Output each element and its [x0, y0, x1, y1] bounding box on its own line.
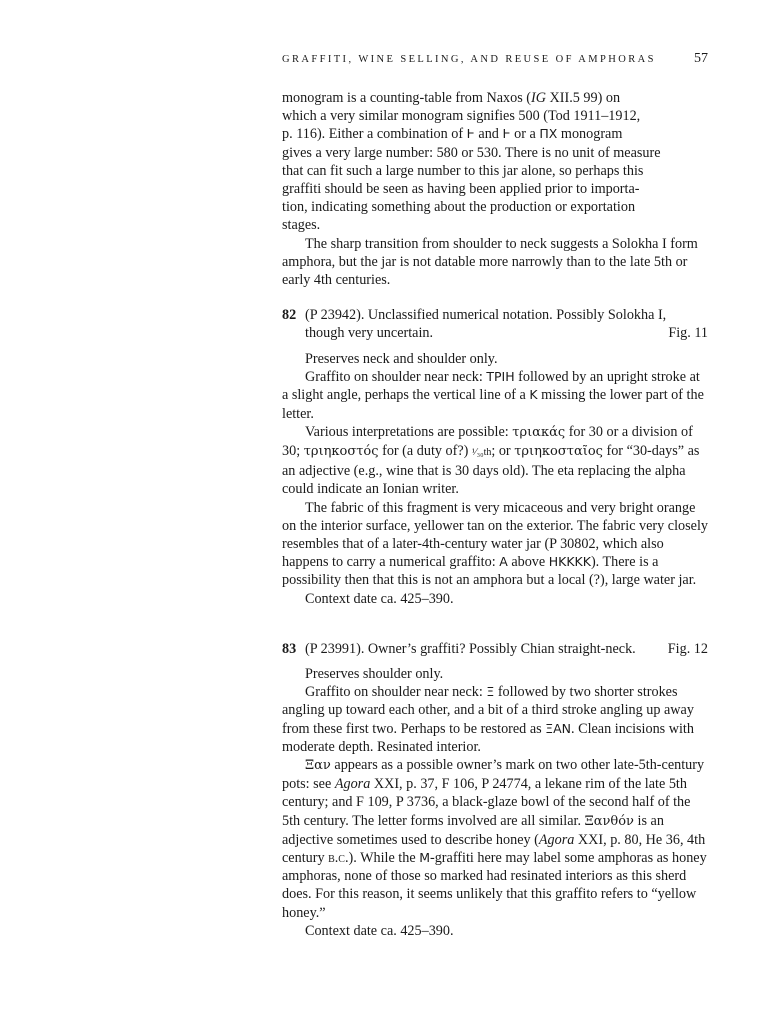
- intro-line-1: monogram is a counting-table from Naxos (IG XII.5 99) on: [282, 90, 621, 106]
- page-header: [282, 51, 708, 72]
- intro-paragraph-2: The sharp transition from shoulder to neck suggests a Solokha I form amphora, but the jar is not datable more narrowly than to the late 5th or early 4th centuries.: [282, 235, 698, 289]
- intro-line-8: stages.: [282, 217, 321, 234]
- paragraph: Graffito on shoulder near neck: ΤΡΙΗ followed by an upright stroke at a slight angle, perhaps the vertical line of a Κ missing the lower part of the letter.: [282, 369, 704, 422]
- figure-reference: Fig. 12: [667, 641, 708, 657]
- entry-82-title-1: (P 23942). Unclassified numerical notation. Possibly Solokha I,: [305, 307, 667, 323]
- entry-number: 83: [282, 641, 297, 657]
- figure-reference: Fig. 11: [668, 325, 708, 342]
- intro-line-6: graffiti should be seen as having been applied prior to importa-: [282, 181, 640, 198]
- entry-82-title-2: though very uncertain.: [305, 325, 434, 342]
- paragraph: Preserves neck and shoulder only.: [305, 351, 498, 367]
- paragraph: Graffito on shoulder near neck: Ξ followed by two shorter strokes angling up toward each other, and a bit of a third stroke angling up away from these first two. Perhaps to be restored as ΞΑΝ. Clean incisions with moderate depth. Resinated interior.: [282, 684, 694, 755]
- entry-83-heading: [282, 640, 708, 660]
- context-date: Context date ca. 425–390.: [305, 922, 454, 939]
- intro-line-5: that can fit such a large number to this jar alone, so perhaps this: [282, 162, 644, 179]
- paragraph: Ξαν appears as a possible owner’s mark on two other late-5th-century pots: see Agora XXI, p. 37, F 106, P 24774, a lekane rim of the late 5th century; and F 109, P 3736, a black-glaze bowl of the second half of the 5th century. The letter forms involved are all similar. Ξανθόν is an adjective sometimes used to describe honey (Agora XXI, p. 80, He 36, 4th century b.c.). While the Μ-graffiti here may label some amphoras as honey amphoras, none of those so marked had resinated interiors as this sherd does. For this reason, it seems unlikely that this graffito refers to “yellow honey.”: [282, 757, 707, 921]
- page-number: 57: [694, 51, 708, 66]
- context-date: Context date ca. 425–390.: [305, 590, 454, 607]
- entry-number: 82: [282, 307, 297, 323]
- intro-line-4: gives a very large number: 580 or 530. There is no unit of measure: [282, 144, 661, 161]
- intro-section: [282, 89, 708, 289]
- intro-line-3: p. 116). Either a combination of Ͱ and Ͱ or a ΠΧ monogram: [282, 126, 623, 143]
- entry-82-body: [282, 350, 708, 608]
- paragraph: Various interpretations are possible: τριακάς for 30 or a division of 30; τριηκοστός for (a duty of?) ¹⁄₃₀th; or τριηκοσταῖος for “30-days” as an adjective (e.g., wine that is 30 days old). The eta replacing the alpha could indicate an Ionian writer.: [282, 423, 700, 498]
- paragraph: The fabric of this fragment is very micaceous and very bright orange on the interior surface, yellower tan on the exterior. The fabric very closely resembles that of a later-4th-century water jar (P 30802, which also happens to carry a numerical graffito: Α above ΗΚΚΚΚ). There is a possibility then that this is not an amphora but a local (?), large water jar.: [282, 499, 708, 589]
- intro-line-7: tion, indicating something about the production or exportation: [282, 199, 636, 216]
- intro-line-2: which a very similar monogram signifies 500 (Tod 1911–1912,: [282, 108, 641, 125]
- running-head: GRAFFITI, WINE SELLING, AND REUSE OF AMPHORAS: [282, 54, 656, 65]
- paragraph: Preserves shoulder only.: [305, 666, 444, 682]
- entry-82-heading: [282, 306, 708, 346]
- entry-83-body: [282, 665, 708, 940]
- entry-83-title: (P 23991). Owner’s graffiti? Possibly Chian straight-neck.: [305, 641, 636, 657]
